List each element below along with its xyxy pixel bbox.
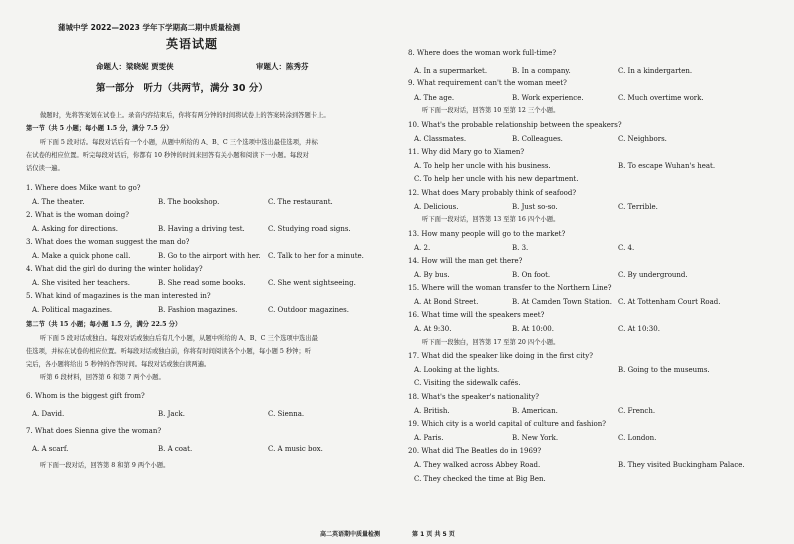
option-a: A. The theater. [32,198,85,206]
exam-title: 英语试题 [166,37,219,51]
option-c: C. A music box. [268,445,323,453]
option-a: A. In a supermarket. [414,67,488,75]
option-c: C. Terrible. [618,203,658,211]
footer-page: 第 1 页 共 5 页 [412,531,455,538]
option-c: C. 4. [618,244,635,252]
passage-note: 听第 6 段材料，回答第 6 和第 7 两个小题。 [40,374,165,381]
footer-subject: 高二英语期中质量检测 [320,531,381,538]
question-stem: 12. What does Mary probably think of seafood? [408,189,577,197]
option-c: C. They checked the time at Big Ben. [414,475,546,483]
section2-heading: 第二节（共 15 小题；每小题 1.5 分，满分 22.5 分） [26,321,182,328]
option-c: C. Neighbors. [618,135,667,143]
option-a: A. 2. [414,244,431,252]
question-stem: 5. What kind of magazines is the man interested in? [26,292,211,300]
section2-line: 完后，各小题将给出 5 秒钟的作答时间。每段对话或独白读两遍。 [26,361,211,368]
option-c: C. To help her uncle with his new department. [414,175,579,183]
question-stem: 10. What's the probable relationship between the speakers? [408,121,622,129]
option-a: A. By bus. [414,271,450,279]
option-a: A. Political magazines. [32,306,113,314]
option-a: A. A scarf. [32,445,69,453]
option-a: A. The age. [414,94,455,102]
option-c: C. Studying road signs. [268,225,351,233]
option-c: C. Sienna. [268,410,305,418]
option-c: C. Much overtime work. [618,94,704,102]
option-c: C. At Tottenham Court Road. [618,298,721,306]
option-b: B. Just so-so. [512,203,558,211]
section1-heading: 第一节（共 5 小题；每小题 1.5 分，满分 7.5 分） [26,125,173,132]
passage-note: 听下面一段独白，回答第 17 至第 20 四个小题。 [422,339,560,346]
option-b: B. 3. [512,244,529,252]
option-b: B. Go to the airport with her. [158,252,261,260]
option-c: C. Outdoor magazines. [268,306,349,314]
question-stem: 20. What did The Beatles do in 1969? [408,447,542,455]
option-a: A. They walked across Abbey Road. [414,461,541,469]
option-c: C. French. [618,407,656,415]
option-c: C. At 10:30. [618,325,660,333]
option-b: B. The bookshop. [158,198,220,206]
option-c: C. Talk to her for a minute. [268,252,364,260]
option-b: B. New York. [512,434,559,442]
passage-note: 听下面一段对话，回答第 13 至第 16 四个小题。 [422,216,560,223]
option-b: B. In a company. [512,67,571,75]
option-a: A. To help her uncle with his business. [414,162,551,170]
option-b: B. At Camden Town Station. [512,298,612,306]
intro-line: 话仅读一遍。 [26,165,64,172]
option-b: B. At 10:00. [512,325,554,333]
option-b: B. Work experience. [512,94,584,102]
option-a: A. Paris. [414,434,444,442]
option-a: A. Asking for directions. [32,225,118,233]
option-b: B. A coat. [158,445,193,453]
option-b: B. They visited Buckingham Palace. [618,461,745,469]
option-a: A. David. [32,410,65,418]
option-c: C. London. [618,434,657,442]
option-c: C. She went sightseeing. [268,279,356,287]
question-stem: 11. Why did Mary go to Xiamen? [408,148,525,156]
question-stem: 1. Where does Mike want to go? [26,184,141,192]
option-b: B. Going to the museums. [618,366,710,374]
passage-note: 听下面一段对话，回答第 10 至第 12 三个小题。 [422,107,560,114]
question-stem: 17. What did the speaker like doing in the first city? [408,352,593,360]
option-b: B. American. [512,407,558,415]
question-stem: 19. Which city is a world capital of culture and fashion? [408,420,607,428]
intro-line: 在试卷的相应位置。听完每段对话后，你都有 10 秒钟的时间来回答有关小题和阅读下一小题。每段对 [26,152,309,159]
option-b: B. On foot. [512,271,551,279]
option-b: B. To escape Wuhan's heat. [618,162,716,170]
option-a: A. Delicious. [414,203,459,211]
option-a: A. Looking at the lights. [414,366,500,374]
question-stem: 18. What's the speaker's nationality? [408,393,539,401]
section2-line: 佳选项，并标在试卷的相应位置。听每段对话或独白前，你将有时间阅读各个小题，每小题 5 秒钟；听 [26,348,312,355]
option-b: B. Colleagues. [512,135,563,143]
option-a: A. At Bond Street. [414,298,479,306]
option-b: B. Fashion magazines. [158,306,238,314]
option-b: B. Jack. [158,410,185,418]
option-a: A. Make a quick phone call. [32,252,131,260]
question-stem: 4. What did the girl do during the winter holiday? [26,265,203,273]
author-line: 命题人：梁晓妮 贾雯侠 [96,62,174,71]
question-stem: 6. Whom is the biggest gift from? [26,392,145,400]
option-c: C. Visiting the sidewalk cafés. [414,379,521,387]
option-b: B. She read some books. [158,279,246,287]
option-c: C. By underground. [618,271,688,279]
question-stem: 16. What time will the speakers meet? [408,311,545,319]
option-b: B. Having a driving test. [158,225,245,233]
option-a: A. Classmates. [414,135,467,143]
question-stem: 15. Where will the woman transfer to the Northern Line? [408,284,612,292]
option-a: A. British. [414,407,450,415]
option-c: C. The restaurant. [268,198,333,206]
option-a: A. She visited her teachers. [32,279,130,287]
question-stem: 8. Where does the woman work full-time? [408,49,557,57]
part1-heading: 第一部分 听力（共两节，满分 30 分） [96,83,268,94]
question-stem: 13. How many people will go to the market? [408,230,566,238]
question-stem: 3. What does the woman suggest the man do? [26,238,190,246]
question-stem: 14. How will the man get there? [408,257,523,265]
reviewer-line: 审题人：陈秀芬 [256,62,309,71]
question-stem: 2. What is the woman doing? [26,211,129,219]
passage-note: 听下面一段对话，回答第 8 和第 9 两个小题。 [40,462,170,469]
option-c: C. In a kindergarten. [618,67,693,75]
intro-line: 做题时，先将答案划在试卷上。录音内容结束后，你将有两分钟的时间将试卷上的答案转涂到答题卡上。 [40,112,330,119]
question-stem: 7. What does Sienna give the woman? [26,427,162,435]
section2-line: 听下面 5 段对话或独白。每段对话或独白后有几个小题，从题中所给的 A、B、C 三个选项中选出最 [40,335,318,342]
intro-line: 听下面 5 段对话。每段对话后有一个小题，从题中所给的 A、B、C 三个选项中选出最佳选项，并标 [40,139,318,146]
question-stem: 9. What requirement can't the woman meet? [408,79,567,87]
school-line: 蒲城中学 2022—2023 学年下学期高二期中质量检测 [58,23,240,32]
option-a: A. At 9:30. [414,325,452,333]
